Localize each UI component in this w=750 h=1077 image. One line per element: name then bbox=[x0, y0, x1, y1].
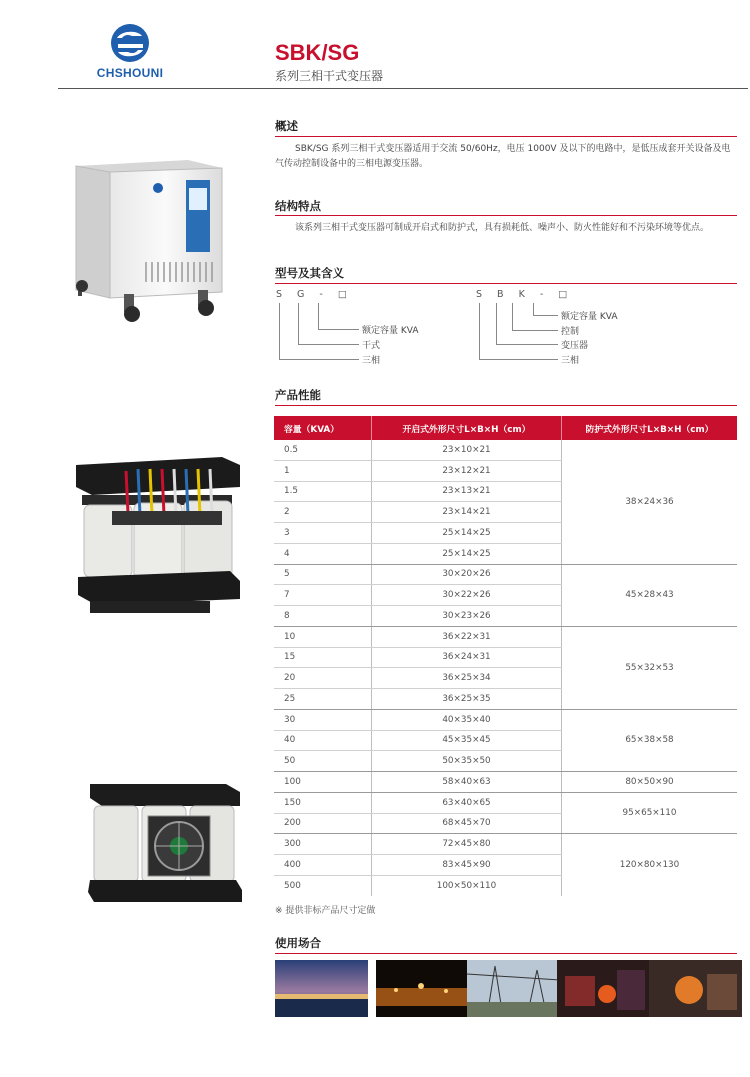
cell-capacity: 7 bbox=[274, 585, 372, 606]
model-meaning-title: 型号及其含义 bbox=[275, 266, 344, 280]
cell-capacity: 500 bbox=[274, 875, 372, 895]
cell-open-size: 83×45×90 bbox=[372, 855, 562, 876]
header-protected-size: 防护式外形尺寸L×B×H（cm） bbox=[562, 416, 738, 440]
sbk-model-code: S B K - □ bbox=[476, 289, 574, 300]
table-row bbox=[274, 772, 737, 793]
sbk-label-transformer: 变压器 bbox=[561, 341, 589, 351]
company-logo bbox=[70, 22, 190, 86]
usage-photo-power-grid bbox=[467, 960, 560, 1017]
table-row bbox=[274, 792, 737, 813]
sg-label-three-phase: 三相 bbox=[362, 356, 381, 366]
performance-rule bbox=[275, 405, 737, 406]
cell-open-size: 40×35×40 bbox=[372, 709, 562, 730]
cell-capacity: 150 bbox=[274, 792, 372, 813]
usage-photo-plant-night bbox=[376, 960, 469, 1017]
sbk-label-capacity: 额定容量 KVA bbox=[561, 312, 618, 322]
page-title: SBK/SG bbox=[275, 40, 360, 65]
logo-text: CHSHOUNI bbox=[96, 66, 164, 80]
cell-open-size: 72×45×80 bbox=[372, 834, 562, 855]
header-open-size: 开启式外形尺寸L×B×H（cm） bbox=[372, 416, 562, 440]
table-row bbox=[274, 440, 737, 460]
cell-protected-size: 45×28×43 bbox=[562, 564, 738, 626]
cell-protected-size: 95×65×110 bbox=[562, 792, 738, 834]
cell-capacity: 40 bbox=[274, 730, 372, 751]
cell-open-size: 23×10×21 bbox=[372, 440, 562, 460]
header-divider bbox=[58, 88, 748, 89]
cell-open-size: 25×14×25 bbox=[372, 543, 562, 564]
cell-capacity: 15 bbox=[274, 647, 372, 668]
cell-capacity: 400 bbox=[274, 855, 372, 876]
cell-capacity: 30 bbox=[274, 709, 372, 730]
cell-open-size: 30×23×26 bbox=[372, 606, 562, 627]
cell-capacity: 10 bbox=[274, 626, 372, 647]
cell-open-size: 58×40×63 bbox=[372, 772, 562, 793]
cell-protected-size: 65×38×58 bbox=[562, 709, 738, 771]
cell-open-size: 23×12×21 bbox=[372, 460, 562, 481]
cell-capacity: 200 bbox=[274, 813, 372, 834]
structure-rule bbox=[275, 215, 737, 216]
sg-bracket-three-phase bbox=[279, 303, 359, 360]
overview-title: 概述 bbox=[275, 119, 298, 133]
cell-open-size: 36×22×31 bbox=[372, 626, 562, 647]
open-transformer-photo bbox=[72, 453, 244, 625]
cell-open-size: 100×50×110 bbox=[372, 875, 562, 895]
page-subtitle: 系列三相干式变压器 bbox=[275, 69, 384, 83]
header-capacity: 容量（KVA） bbox=[274, 416, 372, 440]
sg-label-capacity: 额定容量 KVA bbox=[362, 326, 419, 336]
cell-capacity: 300 bbox=[274, 834, 372, 855]
cell-protected-size: 55×32×53 bbox=[562, 626, 738, 709]
sg-model-code: S G - □ bbox=[276, 289, 353, 300]
cell-open-size: 36×25×34 bbox=[372, 668, 562, 689]
cell-open-size: 68×45×70 bbox=[372, 813, 562, 834]
cell-capacity: 1.5 bbox=[274, 481, 372, 502]
cell-protected-size: 120×80×130 bbox=[619, 859, 680, 870]
overview-text: SBK/SG 系列三相干式变压器适用于交流 50/60Hz，电压 1000V 及以下的电路中，是低压成套开关设备及电气传动控制设备中的三相电源变压器。 bbox=[275, 144, 731, 169]
company-logo-icon bbox=[70, 22, 190, 66]
cell-protected-size: 80×50×90 bbox=[562, 772, 738, 793]
overview-rule bbox=[275, 136, 737, 137]
table-row bbox=[274, 834, 737, 855]
cell-capacity: 50 bbox=[274, 751, 372, 772]
cell-open-size: 50×35×50 bbox=[372, 751, 562, 772]
sbk-label-control: 控制 bbox=[561, 327, 580, 337]
cell-capacity: 2 bbox=[274, 502, 372, 523]
table-row bbox=[274, 626, 737, 647]
performance-title: 产品性能 bbox=[275, 388, 321, 402]
sbk-label-three-phase: 三相 bbox=[561, 356, 580, 366]
cell-open-size: 63×40×65 bbox=[372, 792, 562, 813]
cell-open-size: 23×14×21 bbox=[372, 502, 562, 523]
model-meaning-rule bbox=[275, 283, 737, 284]
cell-open-size: 25×14×25 bbox=[372, 523, 562, 544]
cell-capacity: 5 bbox=[274, 564, 372, 585]
cell-protected-size: 38×24×36 bbox=[562, 440, 738, 564]
usage-photo-steelworks bbox=[649, 960, 742, 1017]
table-row bbox=[274, 709, 737, 730]
usage-rule bbox=[275, 953, 737, 954]
cell-capacity: 100 bbox=[274, 772, 372, 793]
cell-open-size: 30×20×26 bbox=[372, 564, 562, 585]
usage-photo-factory bbox=[557, 960, 650, 1017]
structure-text: 该系列三相干式变压器可制成开启式和防护式，具有损耗低、噪声小、防火性能好和不污染环境等优点。 bbox=[295, 223, 710, 233]
spec-table-header bbox=[274, 416, 737, 440]
usage-photo-city-night bbox=[275, 960, 368, 1017]
custom-size-note: ※ 提供非标产品尺寸定做 bbox=[275, 906, 376, 916]
cell-capacity: 4 bbox=[274, 543, 372, 564]
usage-title: 使用场合 bbox=[275, 936, 321, 950]
cell-capacity: 20 bbox=[274, 668, 372, 689]
sbk-bracket-three-phase bbox=[479, 303, 558, 360]
cell-capacity: 8 bbox=[274, 606, 372, 627]
sg-label-dry: 干式 bbox=[362, 341, 381, 351]
structure-title: 结构特点 bbox=[275, 199, 321, 213]
cell-open-size: 36×24×31 bbox=[372, 647, 562, 668]
cell-open-size: 45×35×45 bbox=[372, 730, 562, 751]
cell-capacity: 1 bbox=[274, 460, 372, 481]
cell-capacity: 25 bbox=[274, 689, 372, 710]
cell-open-size: 23×13×21 bbox=[372, 481, 562, 502]
cell-capacity: 3 bbox=[274, 523, 372, 544]
table-row bbox=[274, 564, 737, 585]
cell-capacity: 0.5 bbox=[274, 440, 372, 460]
fan-transformer-photo bbox=[86, 780, 244, 905]
spec-table bbox=[274, 416, 737, 896]
cell-open-size: 36×25×35 bbox=[372, 689, 562, 710]
cell-open-size: 30×22×26 bbox=[372, 585, 562, 606]
enclosed-transformer-photo bbox=[68, 158, 230, 326]
